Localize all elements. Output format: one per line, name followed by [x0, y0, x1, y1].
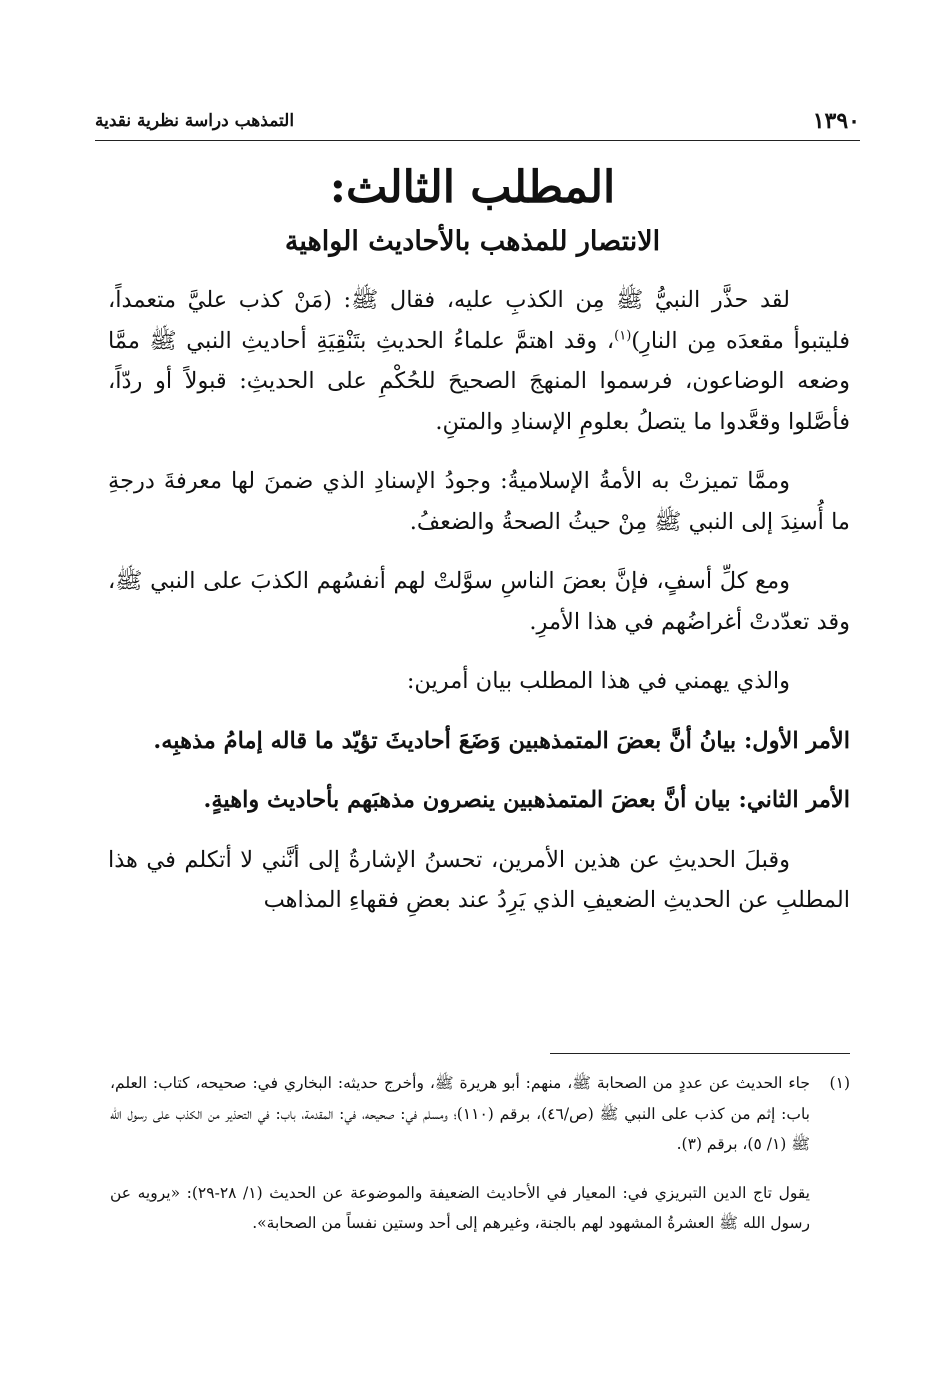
section-subtitle: الانتصار للمذهب بالأحاديث الواهية [284, 226, 661, 257]
item-1-text: بيانُ أنَّ بعضَ المتمذهبين وَضَعَ أحاديثَ تؤيّد ما قاله إمامُ مذهبِه. [153, 727, 744, 754]
paragraph-1-cont: ، وقد اهتمَّ علماءُ الحديثِ بتَنْقِيَةِ أحاديثِ النبي ﷺ ممَّا وضعه الوضاعون، فرسموا المنهجَ الصحيحَ للحُكْمِ على الحديثِ: قبولاً أو ردّاً، فأصَّلوا وقعَّدوا ما يتصلُ بعلومِ الإسنادِ والمتنِ. [108, 327, 850, 435]
item-1-label: الأمر الأول: [744, 727, 850, 754]
item-2-label: الأمر الثاني: [738, 787, 850, 813]
item-1 [108, 721, 850, 762]
paragraph-2: وممَّا تميزتْ به الأمةُ الإسلاميةُ: وجودُ الإسنادِ الذي ضمنَ لها معرفةَ درجةِ ما أُسنِدَ إلى النبي ﷺ مِنْ حيثُ الصحةُ والضعفُ. [108, 468, 850, 535]
footnote-1 [110, 1068, 850, 1257]
footnote-number: (١) [829, 1074, 850, 1092]
footnote-separator [550, 1053, 850, 1054]
paragraph-5: وقبلَ الحديثِ عن هذين الأمرين، تحسنُ الإشارةُ إلى أنَّني لا أتكلم في هذا المطلبِ عن الحديثِ الضعيفِ الذي يَرِدُ عند بعضِ فقهاءِ المذاهب [108, 846, 850, 913]
footnote-ref[interactable]: (١) [614, 328, 632, 343]
page-number: ١٣٩٠ [812, 108, 860, 134]
item-2 [108, 780, 850, 821]
paragraph-3: ومع كلِّ أسفٍ، فإنَّ بعضَ الناسِ سوَّلتْ لهم أنفسُهم الكذبَ على النبي ﷺ، وقد تعدّدتْ أغراضُهم في هذا الأمرِ. [108, 568, 850, 635]
body-text [108, 280, 850, 940]
running-title: التمذهب دراسة نظرية نقدية [95, 111, 295, 131]
footnotes [110, 1068, 850, 1257]
footnote-1-text: جاء الحديث عن عددٍ من الصحابة ﷺ، منهم: أبو هريرة ﷺ، وأخرج حديثه: البخاري في: صحيحه، كتاب: العلم، باب: إثم من كذب على النبي ﷺ (ص/٤٦)، برقم (١١٠)؛ ومسلم في: صحيحه، في: المقدمة، باب: في التحذير من الكذب على رسول الله ﷺ (١/ ٥)، برقم (٣). [110, 1074, 810, 1153]
paragraph-1 [108, 280, 850, 442]
section-title: المطلب الثالث: [329, 162, 616, 213]
footnote-1-cont: يقول تاج الدين التبريزي في: المعيار في الأحاديث الضعيفة والموضوعة عن الحديث (١/ ٢٨-٢٩): «يرويه عن رسول الله ﷺ العشرةُ المشهود لهم بالجنة، وغيرهم إلى أحد وستين نفساً من الصحابة». [110, 1183, 810, 1232]
item-2-text: بيان أنَّ بعضَ المتمذهبين ينصرون مذهبَهم بأحاديث واهيةٍ. [203, 787, 739, 813]
paragraph-4: والذي يهمني في هذا المطلب بيان أمرين: [406, 668, 790, 694]
paragraph-1-text: لقد حذَّر النبيُّ ﷺ مِن الكذبِ عليه، فقال ﷺ: (مَنْ كذب عليَّ متعمداً، فليتبوأ مقعدَه مِن النارِ) [108, 287, 850, 354]
page-header [95, 104, 860, 141]
footnote-text [110, 1068, 810, 1257]
